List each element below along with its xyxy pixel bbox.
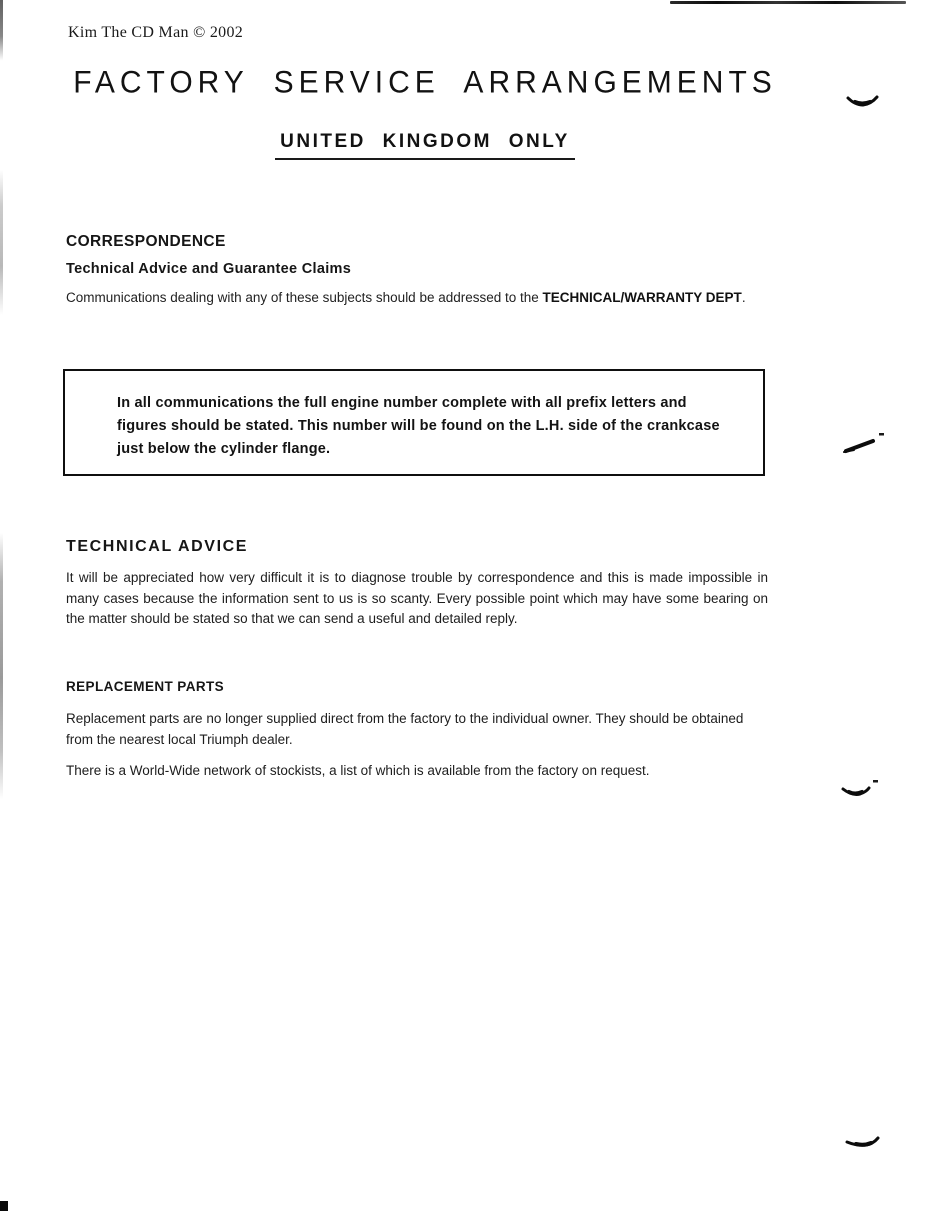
paragraph-replacement-parts: Replacement parts are no longer supplied direct from the factory to the individual owner. They should be obtained from the nearest local Triumph dealer. <box>66 711 744 747</box>
page-subtitle <box>0 131 850 160</box>
paragraph-communications-suffix: . <box>741 290 746 305</box>
top-edge-scan-line <box>670 1 906 4</box>
left-edge-scan-strip <box>0 0 3 1211</box>
paragraph-technical-advice: It will be appreciated how very difficult it is to diagnose trouble by correspondence and this is made impossible in many cases because the information sent to us is so scanty. Every possible point which may have some bearing on the matter should be stated so that we can send a useful and detailed reply. <box>66 570 768 626</box>
pen-tick-mid-right-icon <box>840 428 886 456</box>
engine-number-notice-text: In all communications the full engine number complete with all prefix letters and figures should be stated. This number will be found on the L.H. side of the crankcase just below the cylinder flange. <box>117 395 720 457</box>
paragraph-stockists: There is a World-Wide network of stockists, a list of which is available from the factory on request. <box>66 763 650 778</box>
pen-tick-lower-right-icon <box>840 777 880 801</box>
watermark-text: Kim The CD Man © 2002 <box>68 24 244 41</box>
heading-technical-advice-guarantee-claims: Technical Advice and Guarantee Claims <box>66 261 352 277</box>
heading-technical-advice: TECHNICAL ADVICE <box>66 538 249 555</box>
engine-number-notice-box <box>63 369 765 476</box>
bottom-left-corner-mark <box>0 1201 8 1211</box>
paragraph-communications <box>66 290 806 305</box>
paragraph-communications-dept: TECHNICAL/WARRANTY DEPT <box>542 290 742 305</box>
page-title: FACTORY SERVICE ARRANGEMENTS <box>73 65 777 100</box>
heading-replacement-parts: REPLACEMENT PARTS <box>66 679 225 694</box>
pen-tick-bottom-right-icon <box>844 1130 884 1152</box>
paragraph-communications-prefix: Communications dealing with any of these subjects should be addressed to the <box>66 290 543 305</box>
heading-correspondence: CORRESPONDENCE <box>66 233 226 250</box>
pen-tick-top-right-icon <box>845 90 881 112</box>
page-subtitle-text: UNITED KINGDOM ONLY <box>275 131 575 160</box>
